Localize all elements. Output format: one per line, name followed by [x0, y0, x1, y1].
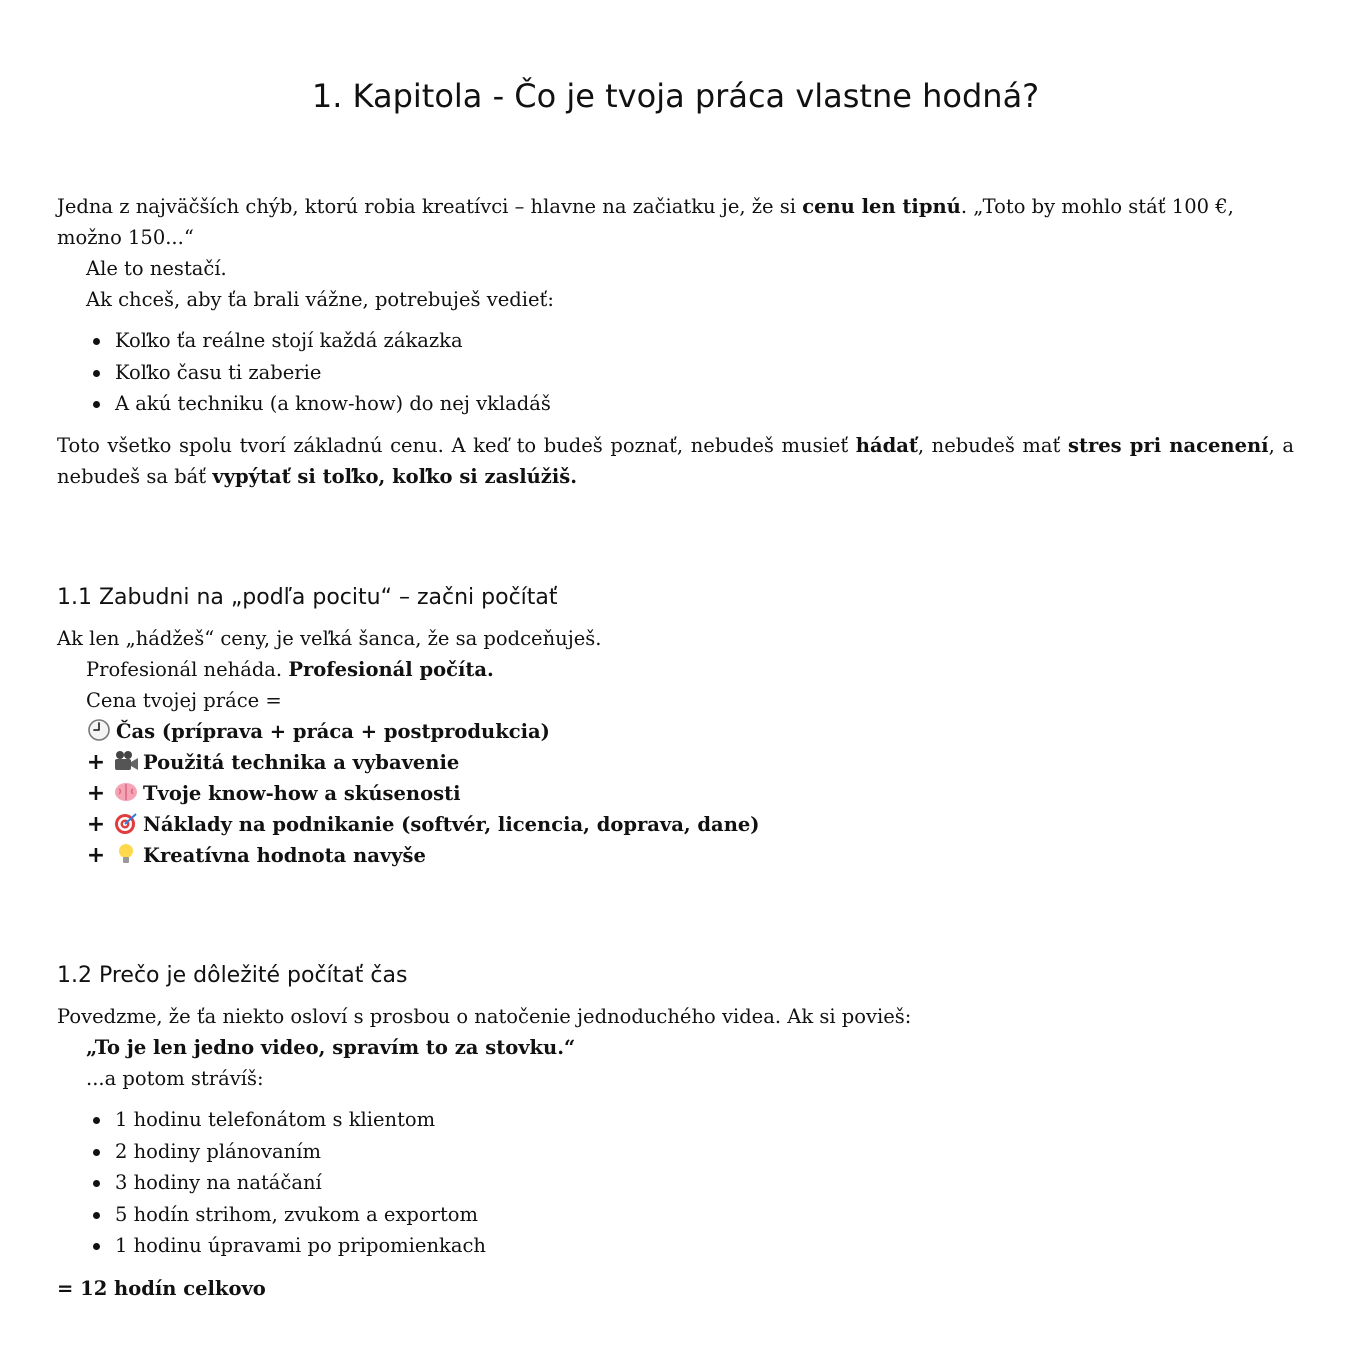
chapter-title: 1. Kapitola - Čo je tvoja práca vlastne hodná? [311, 77, 1040, 115]
bold-stress: stres pri nacenení [1067, 434, 1269, 457]
bold-professional-counts: Profesionál počíta. [288, 658, 494, 681]
list-item: 3 hodiny na natáčaní [115, 1167, 1352, 1199]
intro-section [57, 191, 1294, 315]
s2-quote: „To je len jedno video, spravím to za stovku.“ [86, 1036, 576, 1059]
intro-text-a: Jedna z najväčších chýb, ktorú robia kreatívci – hlavne na začiatku je, že si [57, 195, 803, 218]
total-hours: = 12 hodín celkovo [57, 1277, 266, 1300]
video-camera-icon [113, 749, 139, 773]
s2-line-then: ...a potom strávíš: [86, 1067, 264, 1090]
bold-ask-deserve: vypýtať si toľko, koľko si zaslúžiš. [212, 465, 578, 488]
intro-paragraph [57, 191, 1294, 253]
section-1-2-body [57, 1001, 1294, 1094]
intro-line-need-to-know: Ak chceš, aby ťa brali vážne, potrebuješ vedieť: [86, 288, 554, 311]
s1-line-guessing: Ak len „hádžeš“ ceny, je veľká šanca, že sa podceňuješ. [57, 627, 602, 650]
list-item: Koľko ťa reálne stojí každá zákazka [115, 325, 1352, 357]
target-icon [113, 811, 139, 835]
formula-item-time: Čas (príprava + práca + postprodukcia) [57, 716, 1294, 747]
bold-guess: hádať [855, 434, 918, 457]
brain-icon [113, 780, 139, 804]
time-bullet-list [57, 1104, 1352, 1262]
formula-item-knowhow: + Tvoje know-how a skúsenosti [57, 778, 1294, 809]
list-item: A akú techniku (a know-how) do nej vkladáš [115, 388, 1352, 420]
formula-item-costs: + Náklady na podnikanie (softvér, licencia, doprava, dane) [57, 809, 1294, 840]
plus-icon: + [86, 781, 106, 806]
formula-item-equipment: + Použitá technika a vybavenie [57, 747, 1294, 778]
s2-line-scenario: Povedzme, že ťa niekto osloví s prosbou o natočenie jednoduchého videa. Ak si povieš: [57, 1005, 912, 1028]
list-item: 2 hodiny plánovaním [115, 1136, 1352, 1168]
list-item: Koľko času ti zaberie [115, 357, 1352, 389]
intro-bullet-list [57, 325, 1352, 420]
plus-icon: + [86, 812, 106, 837]
section-heading-1-1: 1.1 Zabudni na „podľa pocitu“ – začni počítať [57, 585, 558, 610]
intro-text-c: . „Toto by mohlo stáť 100 €, možno 150...“ [57, 195, 1234, 249]
intro-summary-paragraph: Toto všetko spolu tvorí základnú cenu. A keď to budeš poznať, nebudeš musieť hádať, nebudeš mať stres pri nacenení, a nebudeš sa báť vypýtať si toľko, koľko si zaslúžiš. [57, 434, 1294, 488]
plus-icon: + [86, 750, 106, 775]
clock-icon [86, 718, 112, 742]
s1-line-professional: Profesionál nehádа. Profesionál počíta. [86, 658, 494, 681]
formula-item-creative-value: + Kreatívna hodnota navyše [57, 840, 1294, 871]
intro-bold-guess: cenu len tipnú [802, 195, 961, 218]
list-item: 5 hodín strihom, zvukom a exportom [115, 1199, 1352, 1231]
intro-line-not-enough: Ale to nestačí. [86, 257, 227, 280]
list-item: 1 hodinu úpravami po pripomienkach [115, 1230, 1352, 1262]
list-item: 1 hodinu telefonátom s klientom [115, 1104, 1352, 1136]
lightbulb-icon [113, 842, 139, 866]
section-1-1-body [57, 623, 1294, 871]
s1-line-price-equals: Cena tvojej práce = [86, 689, 282, 712]
section-heading-1-2: 1.2 Prečo je dôležité počítať čas [57, 963, 408, 988]
plus-icon: + [86, 843, 106, 868]
